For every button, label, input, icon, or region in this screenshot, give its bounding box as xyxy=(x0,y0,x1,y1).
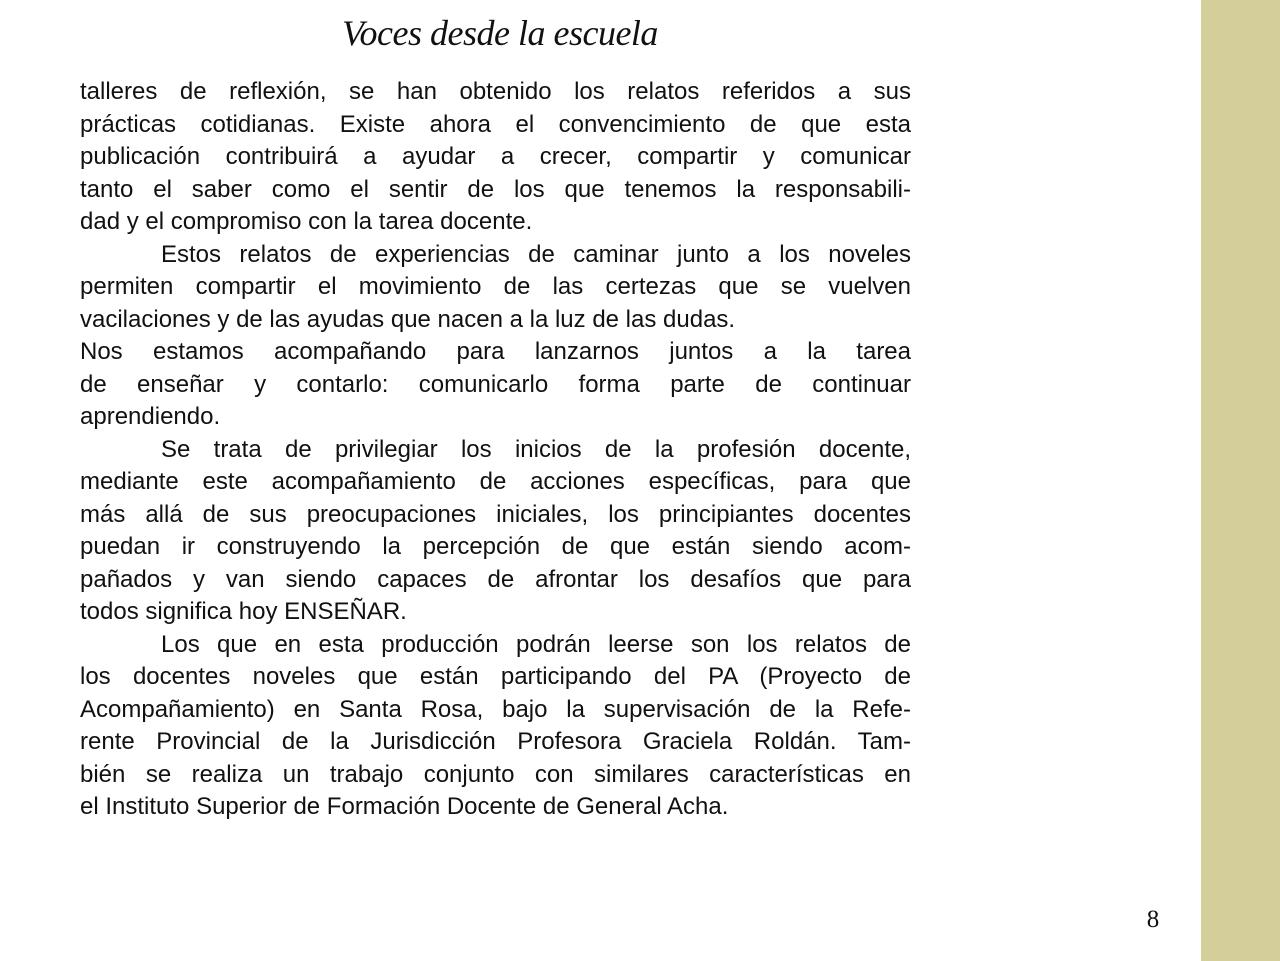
text-line: bién se realiza un trabajo conjunto con similares características en xyxy=(80,760,911,788)
text-line: aprendiendo. xyxy=(80,403,221,430)
paragraph xyxy=(80,239,911,337)
text-line: rente Provincial de la Jurisdicción Profesora Graciela Roldán. Tam- xyxy=(80,728,911,755)
text-line: puedan ir construyendo la percepción de que están siendo acom- xyxy=(80,533,911,560)
text-line: pañados y van siendo capaces de afrontar los desafíos que para xyxy=(80,565,911,593)
paragraph xyxy=(80,76,911,239)
paragraph xyxy=(80,336,911,434)
body-text xyxy=(80,76,911,824)
text-line: el Instituto Superior de Formación Docente de General Acha. xyxy=(80,793,729,820)
text-line: Estos relatos de experiencias de caminar junto a los noveles xyxy=(161,240,911,268)
text-line: todos significa hoy ENSEÑAR. xyxy=(80,598,407,625)
text-line: Acompañamiento) en Santa Rosa, bajo la supervisación de la Refe- xyxy=(80,695,911,723)
text-line: prácticas cotidianas. Existe ahora el convencimiento de que esta xyxy=(80,110,911,138)
text-line: Los que en esta producción podrán leerse son los relatos de xyxy=(161,630,911,658)
text-line: mediante este acompañamiento de acciones específicas, para que xyxy=(80,468,911,495)
paragraph xyxy=(80,629,911,824)
decorative-sidebar xyxy=(1201,0,1280,961)
text-line: permiten compartir el movimiento de las certezas que se vuelven xyxy=(80,273,911,300)
text-line: dad y el compromiso con la tarea docente. xyxy=(80,208,533,235)
text-line: vacilaciones y de las ayudas que nacen a la luz de las dudas. xyxy=(80,305,736,333)
page-number: 8 xyxy=(1146,906,1160,933)
text-line: tanto el saber como el sentir de los que tenemos la responsabili- xyxy=(80,175,911,203)
text-line: Nos estamos acompañando para lanzarnos juntos a la tarea xyxy=(80,338,911,365)
running-header: Voces desde la escuela xyxy=(342,13,658,53)
text-line: Se trata de privilegiar los inicios de la profesión docente, xyxy=(161,435,911,463)
text-line: talleres de reflexión, se han obtenido los relatos referidos a sus xyxy=(80,78,911,105)
text-line: más allá de sus preocupaciones iniciales, los principiantes docentes xyxy=(80,500,911,528)
text-line: de enseñar y contarlo: comunicarlo forma parte de continuar xyxy=(80,370,911,398)
paragraph xyxy=(80,434,911,629)
text-line: los docentes noveles que están participando del PA (Proyecto de xyxy=(80,663,911,690)
text-line: publicación contribuirá a ayudar a crecer, compartir y comunicar xyxy=(80,143,911,170)
